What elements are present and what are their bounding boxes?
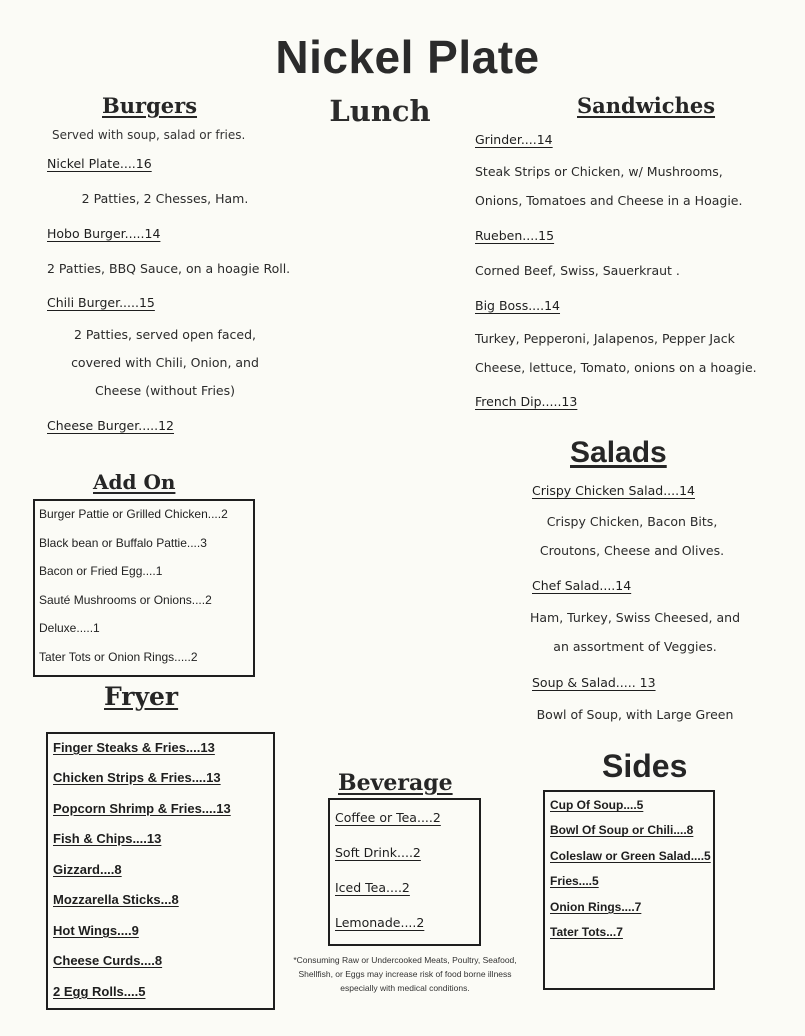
burger-item-name: Chili Burger.....15 — [47, 295, 155, 310]
fryer-item: Gizzard....8 — [53, 862, 122, 877]
fryer-heading: Fryer — [104, 682, 179, 711]
sandwich-item-desc: Corned Beef, Swiss, Sauerkraut . — [475, 263, 680, 278]
sandwich-item-name: Rueben....15 — [475, 228, 555, 243]
burger-item-desc: 2 Patties, 2 Chesses, Ham. — [81, 191, 249, 206]
side-item: Onion Rings....7 — [550, 900, 642, 914]
sandwich-item-name: Grinder....14 — [475, 132, 553, 147]
burger-item-name: Cheese Burger.....12 — [47, 418, 175, 433]
fryer-item: Cheese Curds....8 — [53, 953, 163, 968]
side-item: Coleslaw or Green Salad....5 — [550, 849, 711, 863]
menu-subtitle: Lunch — [329, 94, 431, 128]
beverage-item: Iced Tea....2 — [335, 880, 410, 895]
sandwich-item-name: Big Boss....14 — [475, 298, 561, 313]
sandwiches-heading: Sandwiches — [577, 93, 716, 118]
fryer-item: Mozzarella Sticks...8 — [53, 892, 179, 907]
side-item: Bowl Of Soup or Chili....8 — [550, 823, 694, 837]
addon-item: Bacon or Fried Egg....1 — [39, 564, 163, 578]
addon-item: Deluxe.....1 — [39, 621, 100, 635]
salad-item-name: Chef Salad....14 — [532, 578, 632, 593]
fryer-item: Hot Wings....9 — [53, 923, 139, 938]
fryer-item: Chicken Strips & Fries....13 — [53, 770, 221, 785]
burger-item-name: Hobo Burger.....14 — [47, 226, 161, 241]
sides-box — [543, 790, 715, 990]
side-item: Tater Tots...7 — [550, 925, 623, 939]
addon-item: Sauté Mushrooms or Onions....2 — [39, 593, 212, 607]
burgers-heading: Burgers — [102, 93, 198, 118]
beverage-heading: Beverage — [338, 770, 453, 796]
burgers-note: Served with soup, salad or fries. — [52, 128, 246, 142]
food-safety-disclaimer: *Consuming Raw or Undercooked Meats, Poultry, Seafood, Shellfish, or Eggs may increase risk of food borne illness especially with medical conditions. — [293, 955, 517, 993]
salad-item-name: Soup & Salad..... 13 — [532, 675, 656, 690]
fryer-item: 2 Egg Rolls....5 — [53, 984, 146, 999]
sandwich-item-desc: Turkey, Pepperoni, Jalapenos, Pepper Jack Cheese, lettuce, Tomato, onions on a hoagie. — [475, 331, 757, 375]
addon-item: Black bean or Buffalo Pattie....3 — [39, 536, 207, 550]
side-item: Fries....5 — [550, 874, 599, 888]
beverage-item: Coffee or Tea....2 — [335, 810, 441, 825]
sides-heading: Sides — [602, 748, 688, 784]
side-item: Cup Of Soup....5 — [550, 798, 644, 812]
beverage-item: Soft Drink....2 — [335, 845, 421, 860]
addon-item: Burger Pattie or Grilled Chicken....2 — [39, 507, 228, 521]
burger-item-desc: 2 Patties, served open faced, covered with Chili, Onion, and Cheese (without Fries) — [71, 327, 259, 398]
fryer-item: Popcorn Shrimp & Fries....13 — [53, 801, 231, 816]
beverage-item: Lemonade....2 — [335, 915, 425, 930]
addon-heading: Add On — [93, 470, 176, 494]
salad-item-desc: Crispy Chicken, Bacon Bits, Croutons, Cheese and Olives. — [539, 514, 725, 558]
burger-item-desc: 2 Patties, BBQ Sauce, on a hoagie Roll. — [47, 261, 291, 276]
salad-item-desc: Bowl of Soup, with Large Green — [536, 707, 734, 722]
salads-heading: Salads — [570, 436, 667, 469]
fryer-item: Fish & Chips....13 — [53, 831, 162, 846]
sandwich-item-desc: Steak Strips or Chicken, w/ Mushrooms, Onions, Tomatoes and Cheese in a Hoagie. — [475, 164, 743, 208]
sandwich-item-name: French Dip.....13 — [475, 394, 578, 409]
menu-title: Nickel Plate — [275, 31, 540, 83]
burger-item-name: Nickel Plate....16 — [47, 156, 152, 171]
fryer-item: Finger Steaks & Fries....13 — [53, 740, 215, 755]
salad-item-desc: Ham, Turkey, Swiss Cheesed, and an assortment of Veggies. — [529, 610, 741, 654]
addon-item: Tater Tots or Onion Rings.....2 — [39, 650, 198, 664]
salad-item-name: Crispy Chicken Salad....14 — [532, 483, 695, 498]
